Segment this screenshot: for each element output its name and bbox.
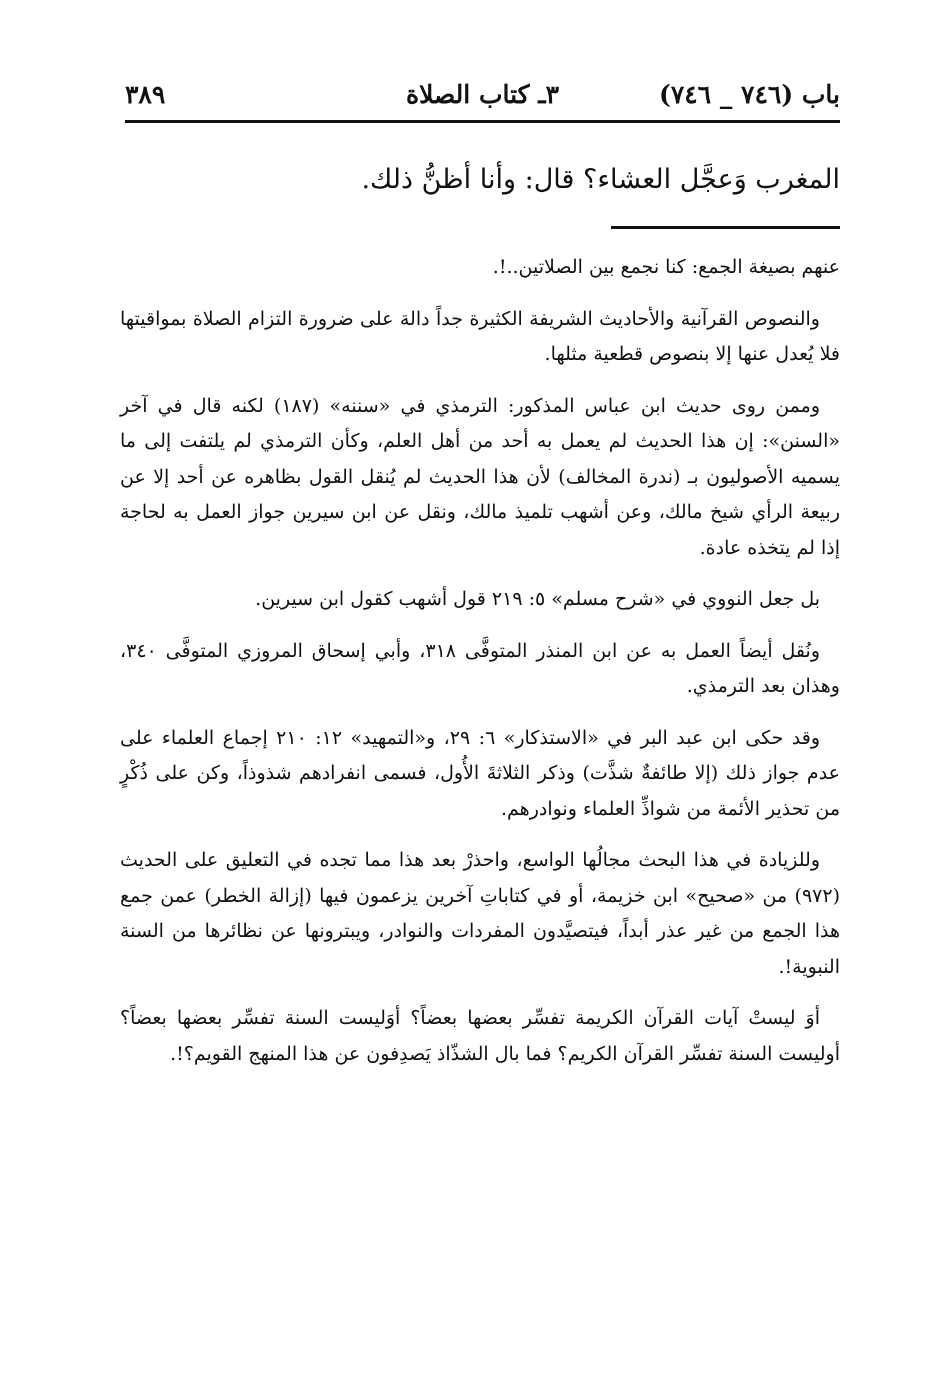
chapter-range: باب (٧٤٦ _ ٧٤٦) — [658, 80, 840, 109]
footnote-separator — [611, 226, 840, 229]
footnote-paragraph: وقد حكى ابن عبد البر في «الاستذكار» ٦: ٢٩، و«التمهيد» ١٢: ٢١٠ إجماع العلماء على عدم جواز ذلك (إلا طائفةٌ شذَّت) وذكر الثلاثةَ الأُول، فسمى انفرادهم شذوذاً، وكن على ذُكْرٍ من تحذير الأئمة من شواذِّ العلماء ونوادرهم. — [120, 726, 840, 820]
book-title: ٣ـ كتاب الصلاة — [405, 80, 560, 109]
footnotes — [120, 250, 840, 1088]
footnote-paragraph: والنصوص القرآنية والأحاديث الشريفة الكثيرة جداً دالة على ضرورة التزام الصلاة بمواقيتها فلا يُعدل عنها إلا بنصوص قطعية مثلها. — [120, 307, 840, 365]
footnote-paragraph: ونُقل أيضاً العمل به عن ابن المنذر المتوفَّى ٣١٨، وأبي إسحاق المروزي المتوفَّى ٣٤٠، وهذان بعد الترمذي. — [120, 639, 840, 697]
footnote-paragraph: وممن روى حديث ابن عباس المذكور: الترمذي في «سننه» (١٨٧) لكنه قال في آخر «السنن»: إن هذا الحديث لم يعمل به أحد من أهل العلم، وكأن الترمذي لم يلتفت إلى ما يسميه الأصوليون بـ (ندرة المخالف) لأن هذا الحديث لم يُنقل القول بظاهره عن أحد إلا عن ربيعة الرأي شيخ مالك، وعن أشهب تلميذ مالك، ونقل عن ابن سيرين جواز العمل به لحاجة إذا لم يتخذه عادة. — [120, 394, 840, 559]
main-text: المغرب وَعجَّل العشاء؟ قال: وأنا أظنُّ ذلك. — [361, 164, 840, 195]
header-rule — [125, 120, 840, 123]
page-header — [125, 76, 840, 120]
footnote-paragraph: وللزيادة في هذا البحث مجالُها الواسع، واحذرْ بعد هذا مما تجده في التعليق على الحديث (٩٧٢) من «صحيح» ابن خزيمة، أو في كتاباتِ آخرين يزعمون فيها (إزالة الخطر) عمن جمع هذا الجمع من غير عذر أبداً، فيتصيَّدون المفردات والنوادر، ويبترونها عن نظائرها من السنة النبوية!. — [120, 849, 840, 978]
footnote-paragraph: بل جعل النووي في «شرح مسلم» ٥: ٢١٩ قول أشهب كقول ابن سيرين. — [255, 588, 820, 610]
page-number: ٣٨٩ — [125, 80, 166, 109]
footnote-paragraph: عنهم بصيغة الجمع: كنا نجمع بين الصلاتين..!. — [492, 256, 840, 278]
footnote-paragraph: أوَ ليستْ آيات القرآن الكريمة تفسِّر بعضها بعضاً؟ أوَليست السنة تفسِّر بعضها بعضاً؟ أوليست السنة تفسِّر القرآن الكريم؟ فما بال الشذّاذ يَصدِفون عن هذا المنهج القويم؟!. — [120, 1007, 840, 1065]
